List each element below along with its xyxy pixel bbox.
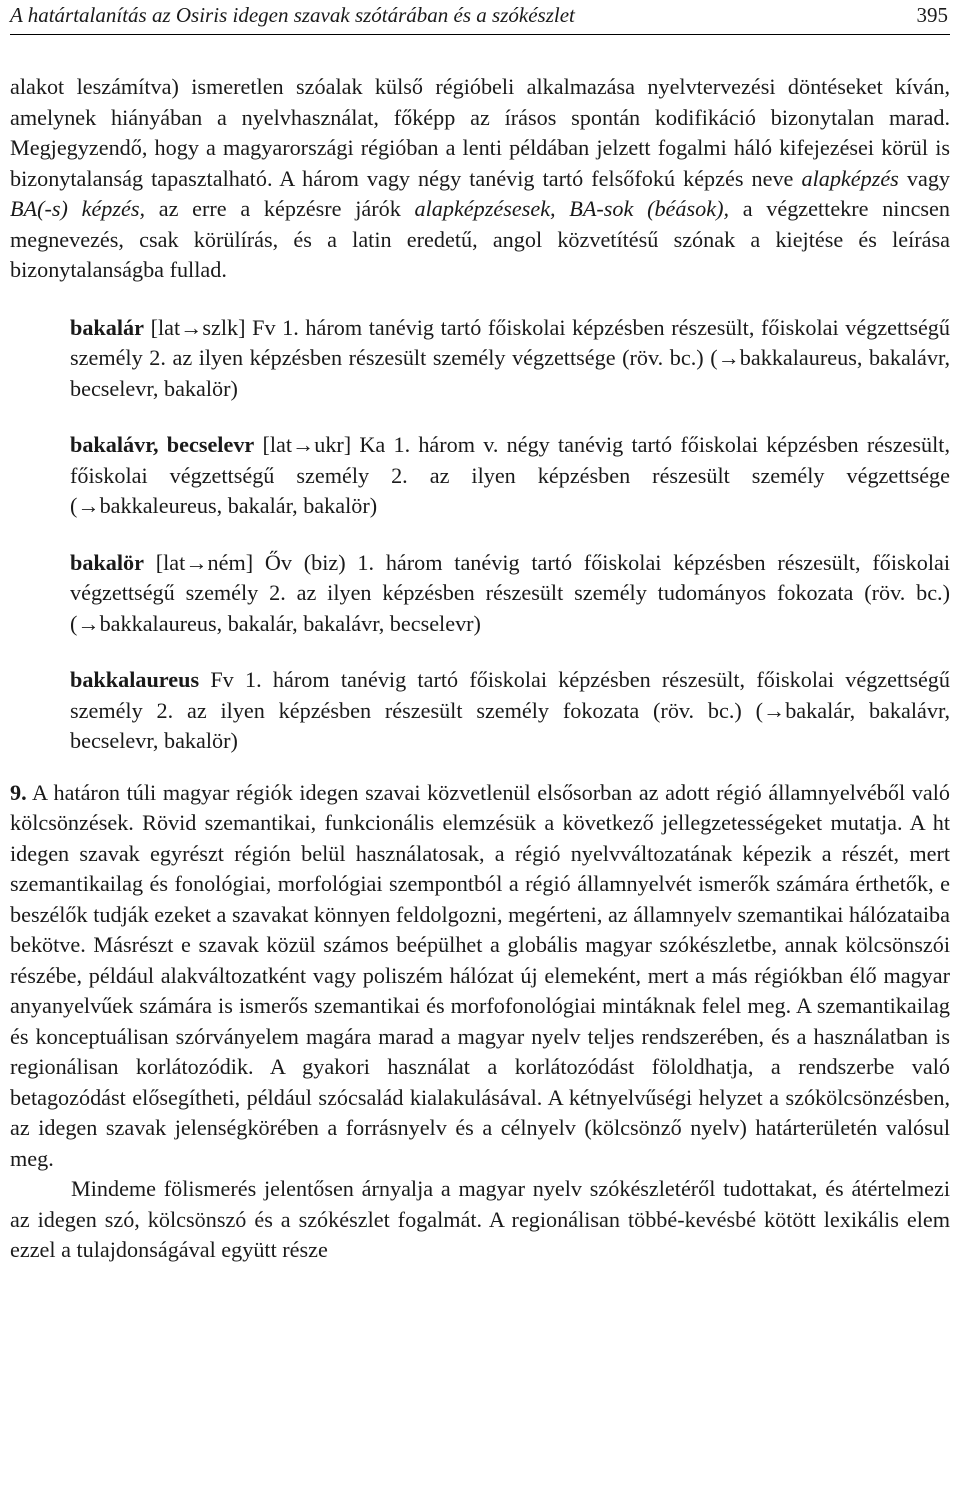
section-number: 9. <box>10 779 27 805</box>
dictionary-entry-bakalor <box>70 548 950 640</box>
entry-headword: bakkalaureus <box>70 667 200 692</box>
entry-body: [lat→ukr] Ka 1. három v. négy tanévig tartó főiskolai képzésben részesült, főiskolai végzettségű személy 2. az ilyen képzésben részesült személy végzettsége (→bakkaleureus, bakalár, bakalör) <box>70 432 950 518</box>
running-header <box>10 0 950 35</box>
intro-text-2: vagy <box>898 165 951 191</box>
running-title: A határtalanítás az Osiris idegen szavak szótárában és a szókészlet <box>10 3 575 27</box>
entry-body: [lat→szlk] Fv 1. három tanévig tartó főiskolai képzésben részesült, főiskolai végzettségű személy 2. az ilyen képzésben részesült személy végzettsége (röv. bc.) (→bakkalaureus, bakalávr, becselevr, bakalör) <box>70 314 950 401</box>
dictionary-entry-bakkalaureus <box>70 665 950 757</box>
entry-headword: bakalör <box>70 549 144 575</box>
entry-headword: bakalávr, becselevr <box>70 432 255 457</box>
term-alapkepzes: alapképzés <box>801 165 899 191</box>
entry-headword: bakalár <box>70 314 144 340</box>
dictionary-entry-bakalar <box>70 313 950 405</box>
page-body <box>10 72 950 1266</box>
entry-body: [lat→ném] Őv (biz) 1. három tanévig tartó főiskolai képzésben részesült, főiskolai végzettségű személy 2. az ilyen képzésben részesült személy tudományos fokozata (röv. bc.) (→bakkalaureus, bakalár, bakalávr, becselevr) <box>70 549 950 636</box>
term-alapkepzesesek: alapképzésesek, BA-sok (béások), <box>414 196 730 221</box>
dictionary-entry-bakalavr <box>70 430 950 522</box>
entry-body: Fv 1. három tanévig tartó főiskolai képzésben részesült, főiskolai végzettségű személy 2. az ilyen képzésben részesült személy fokozata (röv. bc.) (→bakalár, bakalávr, becselevr, bakalör) <box>70 667 950 753</box>
intro-paragraph <box>10 72 950 286</box>
term-ba-kepzes: BA(-s) képzés, <box>10 196 146 221</box>
intro-text-3: az erre a képzésre járók <box>145 196 415 221</box>
section-9-paragraph <box>10 778 950 1175</box>
intro-text-1: alakot leszámítva) ismeretlen szóalak külső régióbeli alkalmazása nyelvtervezési döntéseket kíván, amelynek hiányában a nyelvhasználat, főképp az írásos spontán kodifikáció bizonytalan marad. Megjegyzendő, hogy a magyarországi régióban a lenti példában jelzett fogalmi háló kifejezései körül is bizonytalanság tapasztalható. A három vagy négy tanévig tartó felsőfokú képzés neve <box>10 74 950 191</box>
final-paragraph <box>10 1174 950 1266</box>
intro-text-4: a végzettekre nincsen megnevezés, csak körülírás, és a latin eredetű, angol közvetítésű szónak a kiejtése és leírása bizonytalanságba fullad. <box>10 196 950 282</box>
page-number: 395 <box>916 3 948 27</box>
final-text: Mindeme fölismerés jelentősen árnyalja a magyar nyelv szókészletéről tudottakat, és átértelmezi az idegen szó, kölcsönszó és a szókészlet fogalmát. A regionálisan többé-kevésbé kötött lexikális elem ezzel a tulajdonságával együtt része <box>10 1176 950 1262</box>
section-text: A határon túli magyar régiók idegen szavai közvetlenül elsősorban az adott régió államnyelvéből való kölcsönzések. Rövid szemantikai, funkcionális elemzésük a következő jellegzetességeket mutatja. A ht idegen szavak egyrészt régión belül használatosak, a régió nyelvváltozatának képezik a részét, mert szemantikailag és fonológiai, morfológiai szempontból a régió államnyelvét ismerők számára érthetők, e beszélők tudják ezeket a szavakat könnyen feldolgozni, megérteni, az államnyelv szemantikai hálózataiba bekötve. Másrészt e szavak közül számos beépülhet a globális magyar szókészletbe, annak kölcsönszói részébe, például alakváltozatként vagy poliszém hálózat új elemeként, mert a más régiókban élő magyar anyanyelvűek számára is ismerős szemantikai és morfofonológiai mintáknak felel meg. A szemantikailag és konceptuálisan szórványelem magára marad a magyar nyelv teljes rendszerében, és a használatban is regionálisan korlátozódik. A gyakori használat a korlátozódást föloldhatja, a rendszerbe való betagozódást elősegítheti, például szócsalád kialakulásával. A kétnyelvűségi helyzet a szókölcsönzésben, az idegen szavak jelenségkörében a forrásnyelv és a célnyelv (kölcsönző nyelv) határterületén valósul meg. <box>10 779 950 1171</box>
